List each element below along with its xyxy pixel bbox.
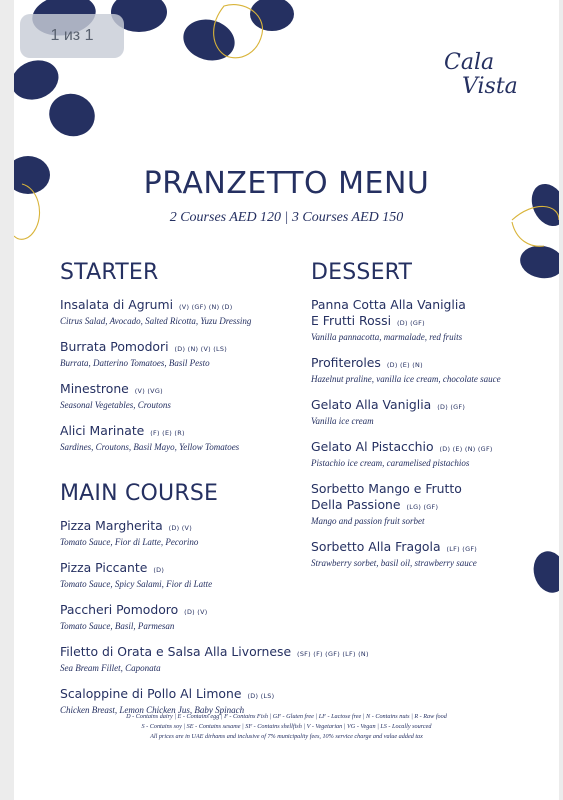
item-name: Profiteroles — [311, 355, 381, 370]
item-tags: (D) (V) — [168, 524, 193, 532]
section-heading-main-course: MAIN COURSE — [60, 481, 219, 506]
brand-line-2: Vista — [462, 74, 518, 99]
brand-line-1: Cala — [444, 50, 495, 75]
item-tags: (F) (E) (R) — [150, 429, 185, 437]
brand-logo — [444, 52, 518, 98]
item-description: Strawberry sorbet, basil oil, strawberry sauce — [311, 558, 477, 568]
lemon-shape — [43, 87, 101, 142]
item-name: Burrata Pomodori — [60, 339, 169, 354]
item-name: Sorbetto Alla Fragola — [311, 539, 441, 554]
menu-item — [60, 644, 390, 674]
allergen-legend — [14, 712, 559, 742]
right-column — [311, 260, 521, 581]
lemon-shape — [529, 548, 559, 597]
item-name: Sorbetto Mango e Frutto Della Passione — [311, 481, 462, 512]
item-tags: (LF) (GF) — [446, 545, 478, 553]
item-description: Mango and passion fruit sorbet — [311, 516, 425, 526]
item-name: Panna Cotta Alla Vaniglia E Frutti Rossi — [311, 297, 466, 328]
lemon-shape — [14, 54, 64, 106]
menu-item — [311, 439, 521, 469]
menu-item — [311, 397, 521, 427]
menu-item — [60, 560, 305, 590]
item-name: Pizza Piccante — [60, 560, 148, 575]
item-description: Sea Bream Fillet, Caponata — [60, 663, 161, 673]
item-description: Vanilla pannacotta, marmalade, red fruits — [311, 332, 463, 342]
section-heading-dessert: DESSERT — [311, 260, 413, 285]
item-description: Citrus Salad, Avocado, Salted Ricotta, Yuzu Dressing — [60, 316, 252, 326]
item-name: Pizza Margherita — [60, 518, 163, 533]
item-name: Alici Marinate — [60, 423, 145, 438]
item-tags: (D) (V) — [184, 608, 208, 616]
item-tags: (SF) (F) (GF) (LF) (N) — [297, 650, 369, 658]
menu-item — [311, 355, 521, 385]
menu-item — [60, 381, 305, 411]
menu-item — [60, 602, 305, 632]
menu-title: PRANZETTO MENU — [143, 166, 430, 201]
item-tags: (V) (VG) — [134, 387, 163, 395]
item-tags: (D) (E) (N) — [386, 361, 423, 369]
item-tags: (D) (GF) — [437, 403, 466, 411]
item-tags: (D) — [153, 566, 165, 574]
legend-line: D - Contains dairy | E - Contains egg | F - Contains Fish | GF - Gluten free | LF - Lactose free | N - Contains nuts | R - Raw food — [126, 713, 447, 720]
item-name: Scaloppine di Pollo Al Limone — [60, 686, 242, 701]
item-description: Tomato Sauce, Basil, Parmesan — [60, 621, 175, 631]
item-tags: (D) (LS) — [247, 692, 275, 700]
item-tags: (V) (GF) (N) (D) — [178, 303, 233, 311]
item-tags: (D) (E) (N) (GF) — [439, 445, 493, 453]
item-description: Sardines, Croutons, Basil Mayo, Yellow Tomatoes — [60, 442, 240, 452]
lemon-shape — [518, 242, 559, 281]
menu-item — [311, 297, 471, 343]
section-heading-starter: STARTER — [60, 260, 159, 285]
price-note: All prices are in UAE dirhams and inclusive of 7% municipality fees, 10% service charge and value added tax — [150, 733, 423, 740]
item-name: Gelato Al Pistacchio — [311, 439, 434, 454]
item-description: Vanilla ice cream — [311, 416, 374, 426]
item-description: Pistachio ice cream, caramelised pistachios — [311, 458, 470, 468]
item-tags: (LG) (GF) — [406, 503, 439, 511]
item-name: Insalata di Agrumi — [60, 297, 174, 312]
item-name: Minestrone — [60, 381, 129, 396]
menu-subtitle: 2 Courses AED 120 | 3 Courses AED 150 — [169, 210, 404, 225]
item-description: Hazelnut praline, vanilla ice cream, chocolate sauce — [311, 374, 501, 384]
menu-item — [60, 297, 305, 327]
lemon-shape — [250, 0, 294, 31]
item-tags: (D) (N) (V) (LS) — [174, 345, 228, 353]
item-description: Tomato Sauce, Spicy Salami, Fior di Latte — [60, 579, 213, 589]
lemon-shape — [179, 14, 240, 66]
item-name: Gelato Alla Vaniglia — [311, 397, 432, 412]
menu-page — [14, 0, 559, 800]
menu-item — [60, 518, 305, 548]
legend-line: S - Contains soy | SE - Contains sesame | SF - Contains shellfish | V - Vegetarian | VG - Vegan | LS - Locally sourced — [141, 723, 432, 730]
item-description: Tomato Sauce, Fior di Latte, Pecorino — [60, 537, 199, 547]
menu-item — [60, 339, 305, 369]
item-description: Seasonal Vegetables, Croutons — [60, 400, 171, 410]
item-description: Burrata, Datterino Tomatoes, Basil Pesto — [60, 358, 210, 368]
menu-item — [60, 423, 305, 453]
page-counter-badge: 1 из 1 — [20, 14, 124, 58]
menu-item — [311, 481, 471, 527]
menu-item — [311, 539, 521, 569]
item-tags: (D) (GF) — [396, 319, 425, 327]
item-description: Chicken Breast, Lemon Chicken Jus, Baby Spinach — [60, 705, 245, 715]
item-name: Filetto di Orata e Salsa Alla Livornese — [60, 644, 292, 659]
item-name: Paccheri Pomodoro — [60, 602, 179, 617]
